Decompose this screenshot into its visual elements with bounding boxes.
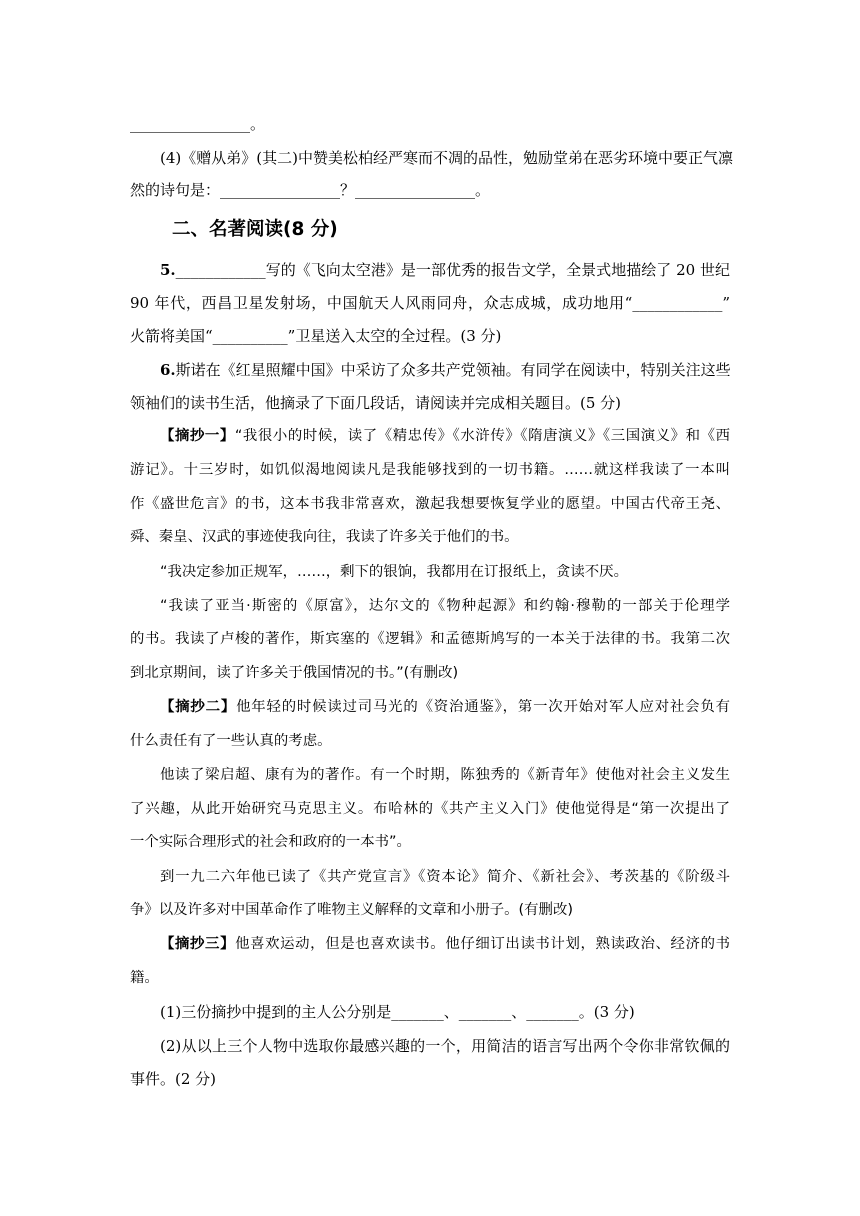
- excerpt1-p3-line-1: “我读了亚当·斯密的《原富》，达尔文的《物种起源》和约翰·穆勒的一部关于伦理学: [160, 598, 730, 614]
- q6-line-1: [160, 360, 730, 380]
- excerpt1-line-3: 作《盛世危言》的书，这本书我非常喜欢，激起我想要恢复学业的愿望。中国古代帝王尧、: [130, 496, 730, 512]
- excerpt2-line-1: [160, 697, 730, 717]
- q6-text-1: 斯诺在《红星照耀中国》中采访了众多共产党领袖。有同学在阅读中，特别关注这些: [175, 361, 731, 379]
- excerpt2-p2-line-1: 他读了梁启超、康有为的著作。有一个时期，陈独秀的《新青年》使他对社会主义发生: [160, 767, 730, 783]
- q4-answer-tail: ________________。: [130, 115, 266, 133]
- sub-question-1: (1)三份摘抄中提到的主人公分别是_______、_______、_______。(3 分): [160, 1003, 635, 1021]
- q5-text-1: ____________写的《飞向太空港》是一部优秀的报告文学，全景式地描绘了 20 世纪: [175, 261, 730, 279]
- excerpt1-line-4: 舜、秦皇、汉武的事迹使我向往，我读了许多关于他们的书。: [130, 529, 519, 545]
- excerpt2-p2-line-3: 一个实际合理形式的社会和政府的一本书”。: [130, 834, 411, 850]
- q6-line-2: 领袖们的读书生活，他摘录了下面几段话，请阅读并完成相关题目。(5 分): [130, 394, 622, 412]
- sub-question-2-line-1: (2)从以上三个人物中选取你最感兴趣的一个，用简洁的语言写出两个令你非常钦佩的: [160, 1037, 730, 1055]
- excerpt1-line-2: 游记》。十三岁时，如饥似渴地阅读凡是我能够找到的一切书籍。……就这样我读了一本叫: [130, 462, 730, 478]
- excerpt1-line-1: [160, 426, 730, 446]
- excerpt1-p2: “我决定参加正规军，……，剩下的银饷，我都用在订报纸上，贪读不厌。: [160, 564, 628, 580]
- excerpt2-p3-line-1: 到一九二六年他已读了《共产党宣言》《资本论》简介、《新社会》、考茨基的《阶级斗: [160, 869, 730, 885]
- q5-line-3: 火箭将美国“__________”卫星送入太空的全过程。(3 分): [130, 327, 502, 345]
- section-heading: 二、名著阅读(8 分): [172, 219, 338, 240]
- excerpt2-label: 【摘抄二】: [160, 699, 237, 715]
- q4-line-2: 然的诗句是：________________？________________。: [130, 181, 491, 199]
- excerpt1-text-1: “我很小的时候，读了《精忠传》《水浒传》《隋唐演义》《三国演义》和《西: [234, 428, 730, 444]
- excerpt3-text-1: 他喜欢运动，但是也喜欢读书。他仔细订出读书计划，熟读政治、经济的书: [235, 936, 730, 952]
- excerpt1-p3-line-2: 的书。我读了卢梭的著作，斯宾塞的《逻辑》和孟德斯鸠写的一本关于法律的书。我第二次: [130, 631, 730, 647]
- excerpt3-line-1: [160, 934, 730, 954]
- excerpt1-label: 【摘抄一】: [160, 428, 235, 444]
- sub-question-2-line-2: 事件。(2 分): [130, 1070, 217, 1088]
- q5-line-2: 90 年代，西昌卫星发射场，中国航天人风雨同舟，众志成城，成功地用“____________”: [130, 294, 730, 312]
- excerpt2-p2-line-2: 了兴趣，从此开始研究马克思主义。布哈林的《共产主义入门》使他觉得是“第一次提出了: [130, 801, 730, 817]
- q4-line-1: (4)《赠从弟》(其二)中赞美松柏经严寒而不凋的品性，勉励堂弟在恶劣环境中要正气凛: [160, 149, 733, 167]
- excerpt2-text-1: 他年轻的时候读过司马光的《资治通鉴》，第一次开始对军人应对社会负有: [236, 699, 730, 715]
- excerpt1-p3-line-3: 到北京期间，读了许多关于俄国情况的书。”(有删改): [130, 665, 459, 681]
- q5-line-1: [160, 260, 730, 280]
- q6-number: 6.: [160, 361, 176, 379]
- excerpt2-line-2: 什么责任有了一些认真的考虑。: [130, 733, 332, 749]
- excerpt3-label: 【摘抄三】: [160, 936, 236, 952]
- q5-number: 5.: [160, 261, 176, 279]
- excerpt3-line-2: 籍。: [130, 970, 159, 986]
- excerpt2-p3-line-2: 争》以及许多对中国革命作了唯物主义解释的文章和小册子。(有删改): [130, 902, 573, 918]
